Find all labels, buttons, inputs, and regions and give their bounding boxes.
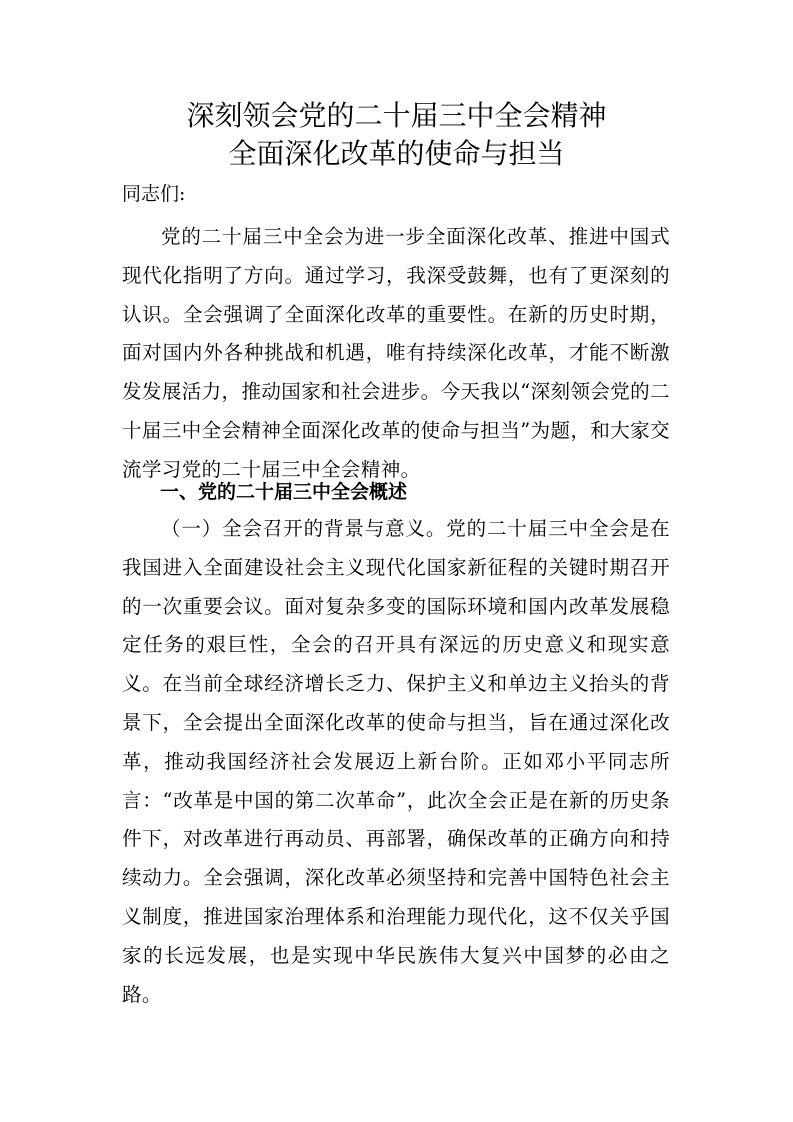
document-title-line-2: 全面深化改革的使命与担当 — [228, 137, 565, 170]
document-title-line-1: 深刻领会党的二十届三中全会精神 — [186, 99, 607, 132]
paragraph-background: （一）全会召开的背景与意义。党的二十届三中全会是在我国进入全面建设社会主义现代化国家新征程的关键时期召开的一次重要会议。面对复杂多变的国际环境和国内改革发展稳定任务的艰巨性，全会的召开具有深远的历史意义和现实意义。在当前全球经济增长乏力、保护主义和单边主义抬头的背景下，全会提出全面深化改革的使命与担当，旨在通过深化改革，推动我国经济社会发展迈上新台阶。正如邓小平同志所言：“改革是中国的第二次革命”，此次全会正是在新的历史条件下，对改革进行再动员、再部署，确保改革的正确方向和持续动力。全会强调，深化改革必须坚持和完善中国特色社会主义制度，推进国家治理体系和治理能力现代化，这不仅关乎国家的长远发展，也是实现中华民族伟大复兴中国梦的必由之路。 — [122, 517, 670, 1006]
section-heading-1: 一、党的二十届三中全会概述 — [160, 481, 408, 503]
salutation: 同志们: — [122, 183, 186, 205]
paragraph-intro: 党的二十届三中全会为进一步全面深化改革、推进中国式现代化指明了方向。通过学习，我深受鼓舞，也有了更深刻的认识。全会强调了全面深化改革的重要性。在新的历史时期，面对国内外各种挑战和机遇，唯有持续深化改革，才能不断激发发展活力，推动国家和社会进步。今天我以“深刻领会党的二十届三中全会精神全面深化改革的使命与担当”为题，和大家交流学习党的二十届三中全会精神。 — [122, 225, 670, 481]
